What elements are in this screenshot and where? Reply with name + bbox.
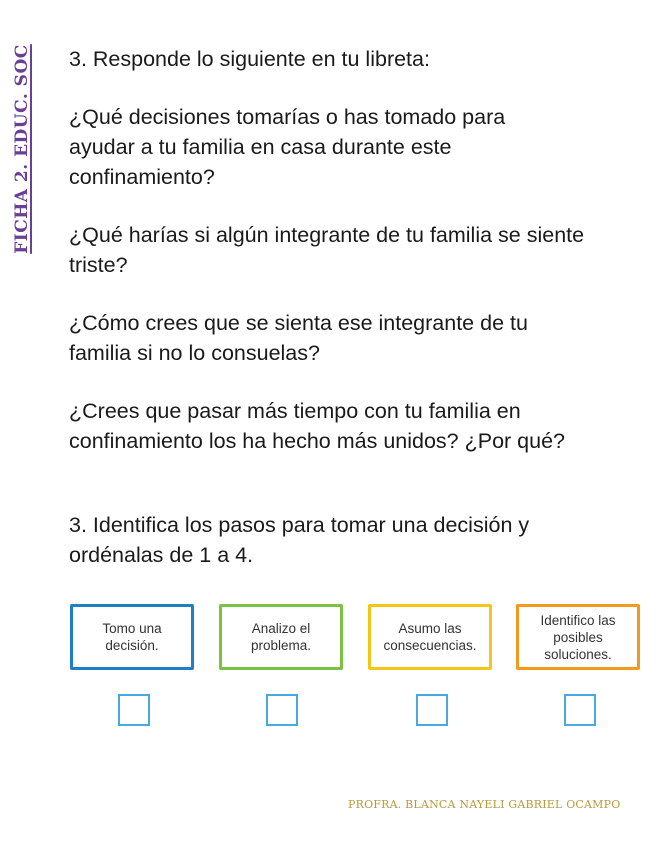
instruction-heading: 3. Identifica los pasos para tomar una decisión y ordénalas de 1 a 4. bbox=[69, 513, 530, 567]
worksheet-label: FICHA 2. EDUC. SOC bbox=[12, 44, 32, 254]
teacher-credit: PROFRA. BLANCA NAYELI GABRIEL OCAMPO bbox=[348, 798, 621, 811]
question-2: ¿Qué harías si algún integrante de tu familia se siente triste? bbox=[69, 223, 585, 277]
step-card-1 bbox=[70, 604, 194, 670]
step-card-4 bbox=[516, 604, 640, 670]
step-card-3 bbox=[368, 604, 492, 670]
step-card-2-text: Analizo el problema. bbox=[250, 621, 312, 653]
question-4: ¿Crees que pasar más tiempo con tu familia en confinamiento los ha hecho más unidos? ¿Por qué? bbox=[69, 399, 566, 453]
order-checkbox-3[interactable] bbox=[416, 694, 448, 726]
decision-steps bbox=[70, 604, 650, 724]
side-label bbox=[9, 44, 35, 254]
step-card-4-text: Identifico las posibles soluciones. bbox=[540, 612, 616, 662]
order-checkbox-2[interactable] bbox=[266, 694, 298, 726]
question-1: ¿Qué decisiones tomarías o has tomado para ayudar a tu familia en casa durante este confinamiento? bbox=[69, 105, 506, 189]
order-checkbox-1[interactable] bbox=[118, 694, 150, 726]
step-card-2 bbox=[219, 604, 343, 670]
question-3: ¿Cómo crees que se sienta ese integrante de tu familia si no lo consuelas? bbox=[69, 311, 528, 365]
order-checkbox-4[interactable] bbox=[564, 694, 596, 726]
section-heading: 3. Responde lo siguiente en tu libreta: bbox=[69, 47, 430, 71]
step-card-3-text: Asumo las consecuencias. bbox=[383, 621, 477, 653]
questions-section bbox=[69, 44, 649, 484]
step-card-1-text: Tomo una decisión. bbox=[102, 621, 162, 653]
